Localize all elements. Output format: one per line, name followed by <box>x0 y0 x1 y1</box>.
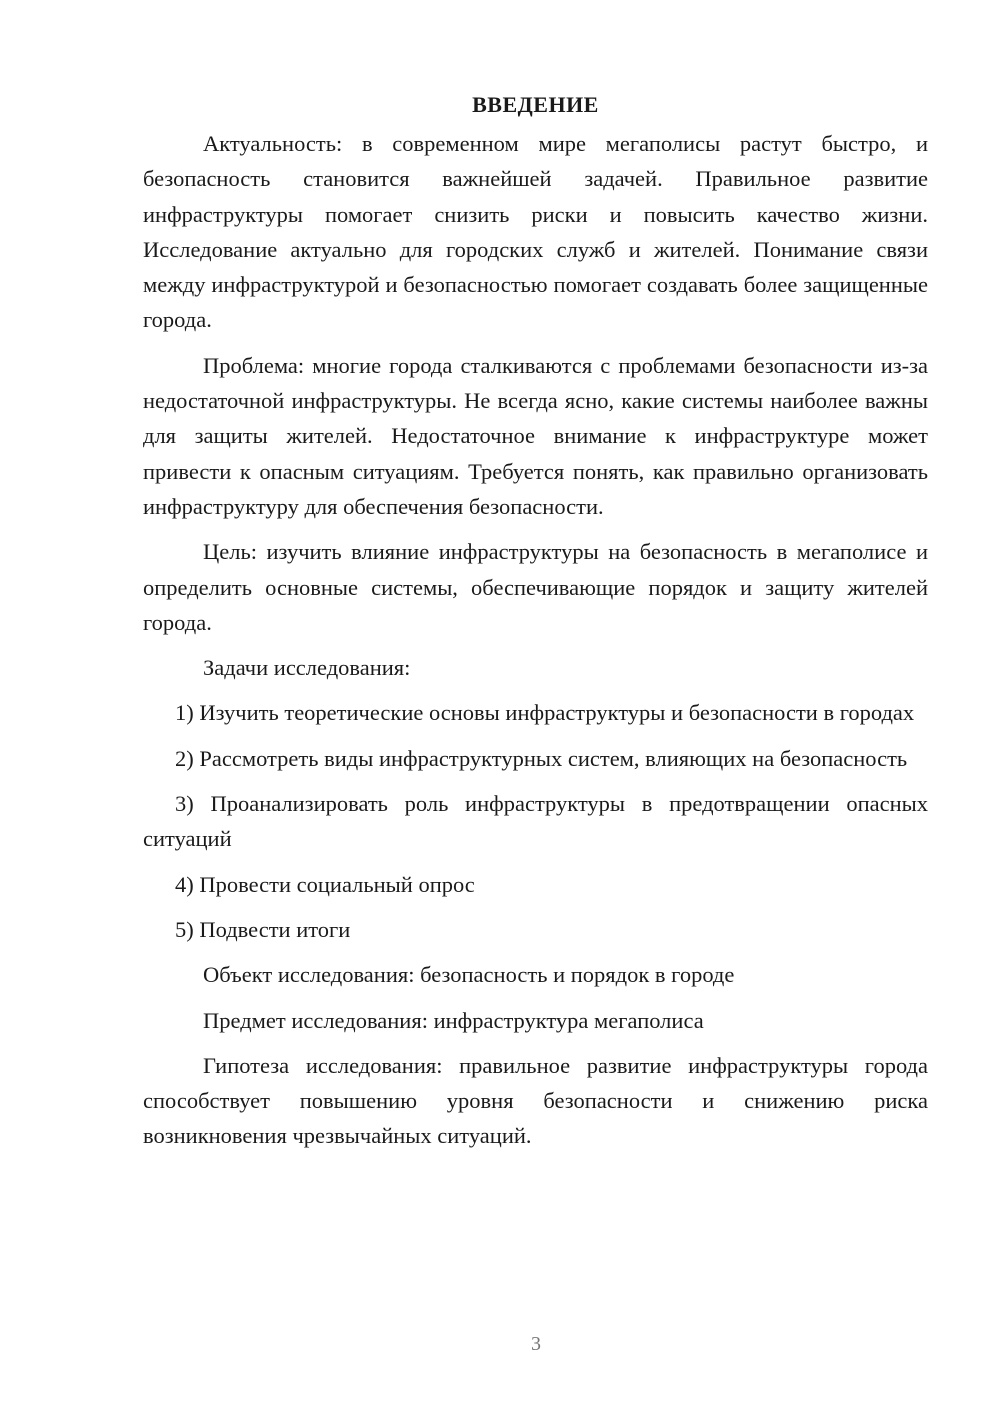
task-item-2: 2) Рассмотреть виды инфраструктурных систем, влияющих на безопасность <box>175 745 908 771</box>
paragraph-subject: Предмет исследования: инфраструктура мегаполиса <box>203 1007 704 1033</box>
paragraph-object: Объект исследования: безопасность и порядок в городе <box>203 962 735 988</box>
task-item-4: 4) Провести социальный опрос <box>175 871 475 897</box>
paragraph-goal: Цель: изучить влияние инфраструктуры на безопасность в мегаполисе и определить основные системы, обеспечивающие порядок и защиту жителей города. <box>143 539 928 635</box>
tasks-heading: Задачи исследования: <box>203 655 411 681</box>
task-item-5: 5) Подвести итоги <box>175 916 351 942</box>
document-page <box>143 92 928 1164</box>
paragraph-hypothesis: Гипотеза исследования: правильное развитие инфраструктуры города способствует повышению уровня безопасности и снижению риска возникновения чрезвычайных ситуаций. <box>143 1052 928 1149</box>
paragraph-problem: Проблема: многие города сталкиваются с проблемами безопасности из-за недостаточной инфраструктуры. Не всегда ясно, какие системы наиболее важны для защиты жителей. Недостаточное внимание к инфраструктуре может привести к опасным ситуациям. Требуется понять, как правильно организовать инфраструктуру для обеспечения безопасности. <box>143 352 928 519</box>
section-title: ВВЕДЕНИЕ <box>472 92 599 117</box>
page-number: 3 <box>531 1333 541 1355</box>
task-item-3: 3) Проанализировать роль инфраструктуры в предотвращении опасных ситуаций <box>143 791 928 852</box>
paragraph-relevance: Актуальность: в современном мире мегаполисы растут быстро, и безопасность становится важнейшей задачей. Правильное развитие инфраструктуры помогает снизить риски и повысить качество жизни. Исследование актуально для городских служб и жителей. Понимание связи между инфраструктурой и безопасностью помогает создавать более защищенные города. <box>143 131 928 333</box>
task-item-1: 1) Изучить теоретические основы инфраструктуры и безопасности в городах <box>175 700 915 726</box>
